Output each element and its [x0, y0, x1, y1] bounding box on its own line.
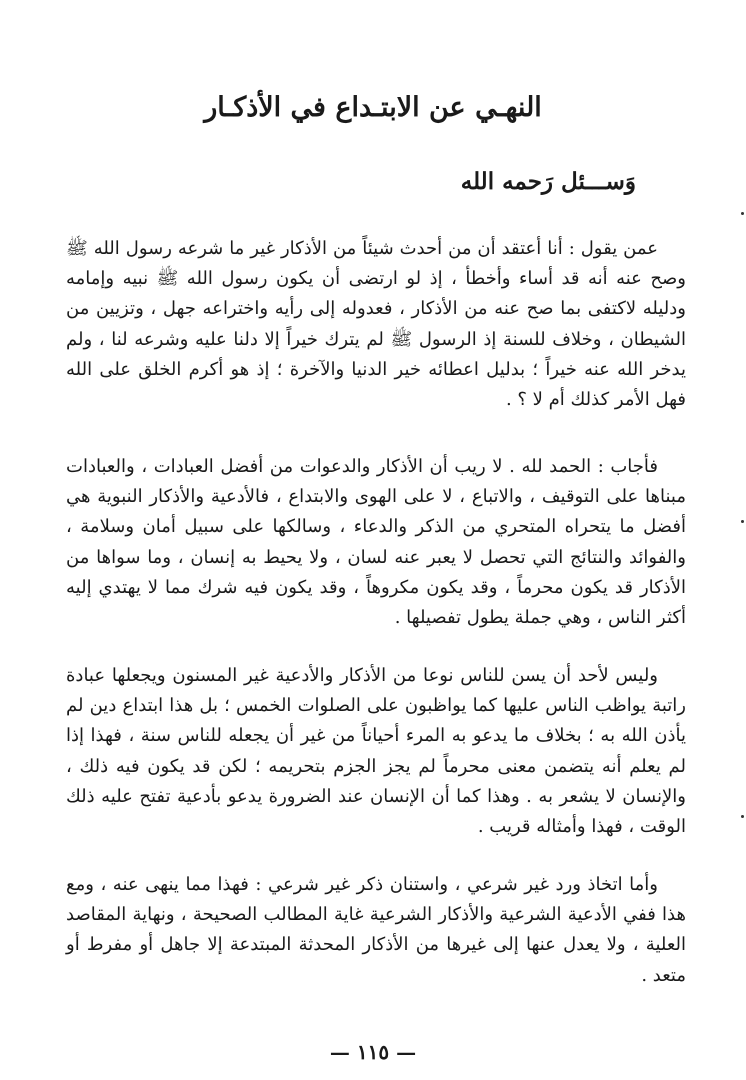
scan-speck	[741, 520, 744, 523]
scan-speck	[741, 212, 744, 215]
paragraph-text: وأما اتخاذ ورد غير شرعي ، واستنان ذكر غير شرعي : فهذا مما ينهى عنه ، ومع هذا ففي الأدعية الشرعية والأذكار الشرعية غاية المطالب الصحيحة ، ونهاية المقاصد العلية ، ولا يعدل عنها إلى غيرها من الأذكار المحدثة المبتدعة إلا جاهل أو مفرط أو متعد .	[66, 874, 687, 986]
paragraph-text: فأجاب : الحمد لله . لا ريب أن الأذكار والدعوات من أفضل العبادات ، والعبادات مبناها على التوقيف ، والاتباع ، لا على الهوى والابتداع ، فالأدعية والأذكار النبوية هي أفضل ما يتحراه المتحري من الذكر والدعاء ، وسالكها على سبيل أمان وسلامة ، والفوائد والنتائج التي تحصل لا يعبر عنه لسان ، ولا يحيط به إنسان ، وما سواها من الأذكار قد يكون محرماً ، وقد يكون مكروهاً ، وقد يكون فيه شرك مما لا يهتدي إليه أكثر الناس ، وهي جملة يطول تفصيلها .	[66, 456, 686, 629]
scan-speck	[741, 815, 744, 818]
question-heading: وَســـئل رَحمه الله	[460, 168, 636, 195]
paragraph-innovation	[66, 661, 686, 842]
page-title: النهـي عن الابتـداع في الأذكـار	[204, 92, 542, 123]
paragraph-text: عمن يقول : أنا أعتقد أن من أحدث شيئاً من الأذكار غير ما شرعه رسول الله ﷺ وصح عنه أنه قد أساء وأخطأ ، إذ لو ارتضى أن يكون رسول الله ﷺ نبيه وإمامه ودليله لاكتفى بما صح عنه من الأذكار ، فعدوله إلى رأيه واختراعه جهل ، وتزيين من الشيطان ، وخلاف للسنة إذ الرسول ﷺ لم يترك خيراً إلا دلنا عليه وشرعه لنا ، ولم يدخر الله عنه خيراً ؛ بدليل اعطائه خير الدنيا والآخرة ؛ إذ هو أكرم الخلق على الله فهل الأمر كذلك أم لا ؟ .	[66, 238, 686, 411]
paragraph-answer	[66, 452, 686, 633]
paragraph-conclusion	[66, 870, 686, 991]
paragraph-question	[66, 234, 686, 415]
page-number: — ١١٥ —	[329, 1040, 417, 1064]
paragraph-text: وليس لأحد أن يسن للناس نوعا من الأذكار والأدعية غير المسنون ويجعلها عبادة راتبة يواظب الناس عليها كما يواظبون على الصلوات الخمس ؛ بل هذا ابتداع دين لم يأذن الله به ؛ بخلاف ما يدعو به المرء أحياناً من غير أن يجعله للناس سنة ، فهذا إذا لم يعلم أنه يتضمن معنى محرماً لم يجز الجزم بتحريمه ؛ لكن قد يكون فيه ذلك ، والإنسان لا يشعر به . وهذا كما أن الإنسان عند الضرورة يدعو بأدعية تفتح عليه ذلك الوقت ، فهذا وأمثاله قريب .	[66, 665, 686, 838]
